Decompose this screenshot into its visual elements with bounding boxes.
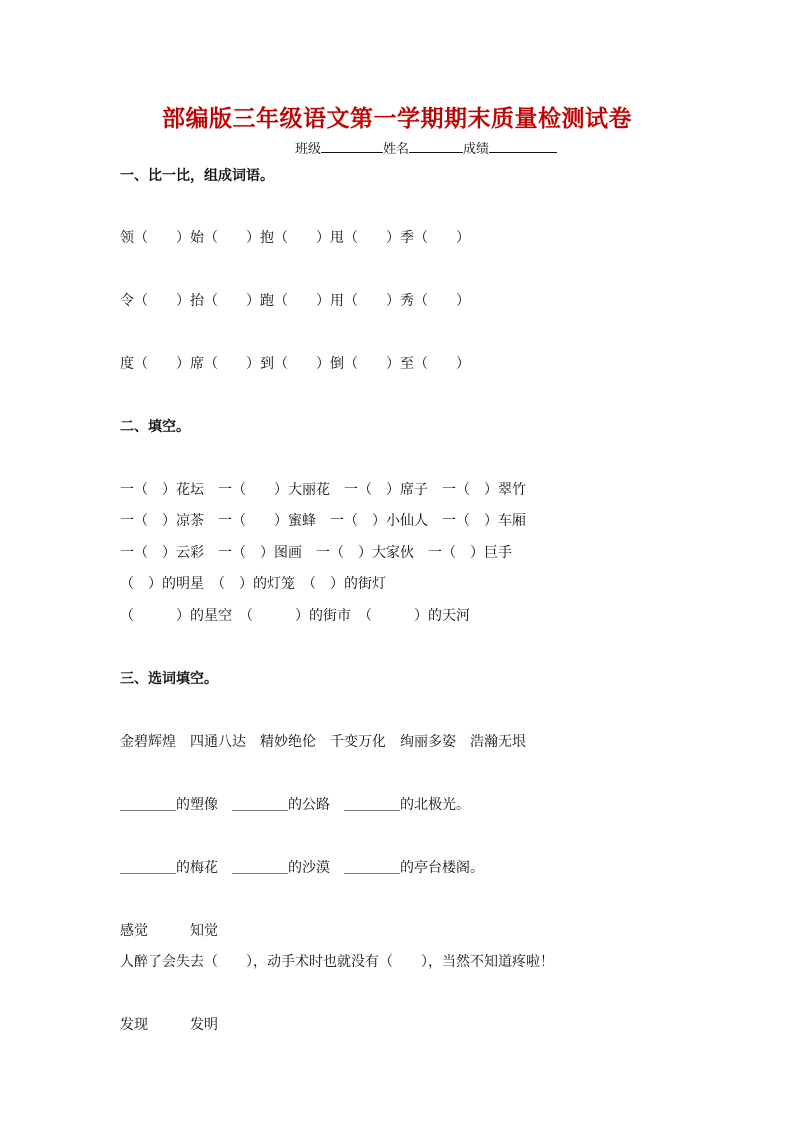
section3-heading: 三、选词填空。 [120,671,218,687]
word-bank: 金碧辉煌 四通八达 精妙绝伦 千变万化 绚丽多姿 浩瀚无垠 [120,734,526,750]
section2-row-5: （ ）的星空 （ ）的街市 （ ）的天河 [120,608,470,624]
section1-row-1: 领（ ）始（ ）抱（ ）甩（ ）季（ ） [120,230,470,246]
class-blank [321,140,383,153]
name-label: 姓名 [383,142,410,157]
pair1-sentence: 人醉了会失去（ ），动手术时也就没有（ ），当然不知道疼啦！ [120,954,554,970]
section1-heading: 一、比一比，组成词语。 [120,168,274,184]
section2-row-3: 一（ ）云彩 一（ ）图画 一（ ）大家伙 一（ ）巨手 [120,545,512,561]
name-blank [409,140,463,153]
word-pair-1: 感觉 知觉 [120,923,218,939]
score-blank [489,140,557,153]
section1-row-3: 度（ ）席（ ）到（ ）倒（ ）至（ ） [120,356,470,372]
section2-row-4: （ ）的明星 （ ）的灯笼 （ ）的街灯 [120,576,386,592]
section1-row-2: 令（ ）抬（ ）跑（ ）用（ ）秀（ ） [120,293,470,309]
section2-row-1: 一（ ）花坛 一（ ）大丽花 一（ ）席子 一（ ）翠竹 [120,482,526,498]
page-title: 部编版三年级语文第一学期期末质量检测试卷 [162,106,632,132]
section2-heading: 二、填空。 [120,419,190,435]
section2-row-2: 一（ ）凉茶 一（ ）蜜蜂 一（ ）小仙人 一（ ）车厢 [120,513,526,529]
word-pair-2: 发现 发明 [120,1017,218,1033]
student-info-line [295,138,557,157]
fill-row-2: ＿＿＿＿的梅花 ＿＿＿＿的沙漠 ＿＿＿＿的亭台楼阁。 [120,860,484,876]
class-label: 班级 [295,142,322,157]
fill-row-1: ＿＿＿＿的塑像 ＿＿＿＿的公路 ＿＿＿＿的北极光。 [120,797,470,813]
score-label: 成绩 [463,142,490,157]
